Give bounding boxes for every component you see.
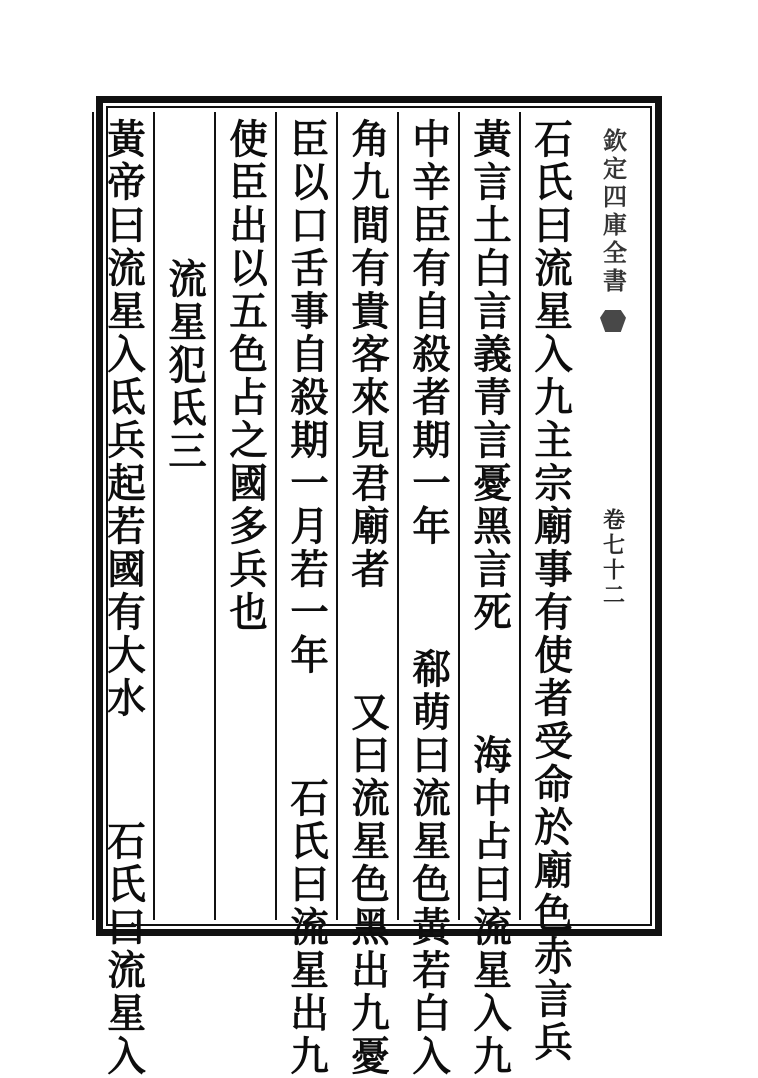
column-text: 角九間有貴客來見君廟者 又曰流星色黑出九憂 bbox=[345, 118, 391, 1078]
column-text: 使臣出以五色占之國多兵也 bbox=[223, 118, 269, 634]
text-block-frame bbox=[96, 96, 662, 1078]
column-text: 石氏曰流星入九主宗廟事有使者受命於廟色赤言兵 bbox=[528, 118, 574, 1064]
text-column-5 bbox=[275, 112, 336, 1078]
text-column-8 bbox=[92, 112, 153, 1078]
document-title: 欽定四庫全書 bbox=[598, 128, 628, 296]
folio-banner-column bbox=[580, 112, 646, 920]
section-heading-text: 流星犯氐三 bbox=[162, 258, 208, 473]
text-column-1 bbox=[519, 112, 580, 1064]
column-text: 黃帝曰流星入氐兵起若國有大水 石氏曰流星入 bbox=[101, 118, 147, 1078]
text-column-2 bbox=[458, 112, 519, 1078]
fish-tail-mark-icon bbox=[600, 310, 626, 332]
column-text: 黃言土白言義青言憂黑言死 海中占曰流星入九 bbox=[467, 118, 513, 1078]
text-column-4 bbox=[336, 112, 397, 1078]
column-text: 臣以口舌事自殺期一月若一年 石氏曰流星出九 bbox=[284, 118, 330, 1078]
text-column-7-section-heading bbox=[153, 112, 214, 920]
volume-label: 卷七十二 bbox=[599, 508, 626, 608]
text-area bbox=[101, 112, 646, 1078]
text-column-6 bbox=[214, 112, 275, 920]
column-text: 中辛臣有自殺者期一年 郗萌曰流星色黃若白入 bbox=[406, 118, 452, 1078]
text-column-3 bbox=[397, 112, 458, 1078]
